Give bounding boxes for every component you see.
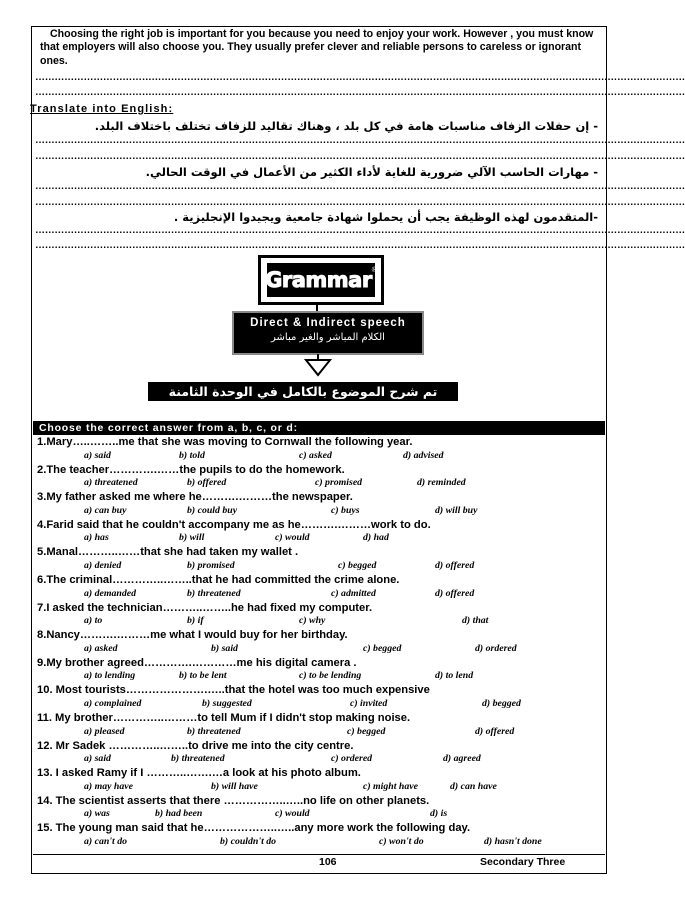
answer-option[interactable]: c) would [275,808,310,820]
question-stem: 4.Farid said that he couldn't accompany me as he……….………work to do. [37,518,431,531]
footer-label: Secondary Three [480,856,566,868]
answer-option[interactable]: a) threatened [84,477,138,489]
answer-option[interactable]: c) might have [363,780,418,792]
question-stem: 3.My father asked me where he……….………the newspaper. [37,491,353,504]
grammar-logo-text: Grammar [265,268,372,292]
grammar-logo-inner [267,263,375,297]
question-stem: 10. Most tourists………………….…..that the hotel was too much expensive [37,684,430,697]
answer-option[interactable]: d) had [363,532,389,544]
answer-option[interactable]: c) would [275,532,310,544]
answer-option[interactable]: c) begged [338,560,377,571]
answer-option[interactable]: b) to be lent [179,670,227,682]
answer-option[interactable]: a) to [84,615,103,627]
question-stem: 9.My brother agreed………….…………me his digital camera . [37,656,357,669]
speech-topic-box [232,311,424,355]
answer-line: ………………………………………………………………………………………………………………………………………………………………………………… [35,181,685,192]
answer-option[interactable]: a) has [84,532,109,544]
question-stem: 13. I asked Ramy if I ………..…….…a look at his photo album. [37,767,361,780]
intro-paragraph: Choosing the right job is important for you because you need to enjoy your work. However , you must know that employers will also choose you. They usually prefer clever and reliable persons to careless or ignorant ones. [40,28,594,67]
answer-option[interactable]: c) asked [299,449,332,461]
down-arrow-icon [305,354,331,376]
unit-note-banner: تم شرح الموضوع بالكامل في الوحدة الثامنة [148,382,458,401]
answer-option[interactable]: a) said [84,449,111,461]
answer-option[interactable]: b) threatened [171,753,225,765]
answer-option[interactable]: d) offered [435,587,475,599]
question-stem: 1.Mary…..……..me that she was moving to Cornwall the following year. [37,436,413,448]
arabic-sentence-3: -المتقدمون لهذه الوظيفة يجب أن يحملوا شهادة جامعية ويجيدوا الإنجليزية . [173,210,598,224]
answer-option[interactable]: d) offered [435,560,475,571]
answer-option[interactable]: a) asked [84,642,118,654]
footer-rule [33,854,605,855]
answer-option[interactable]: c) ordered [331,753,373,765]
exercise-heading: Choose the correct answer from a, b, c, or d: [33,421,605,435]
worksheet-page [30,26,685,874]
answer-option[interactable]: c) why [299,615,326,627]
answer-line: ………………………………………………………………………………………………………………………………………………………………………………… [35,240,685,251]
answer-option[interactable]: c) invited [350,698,388,709]
answer-option[interactable]: d) can have [450,780,497,792]
answer-option[interactable]: b) if [187,615,204,627]
answer-option[interactable]: b) offered [187,477,227,489]
answer-option[interactable]: b) promised [187,560,235,571]
grammar-logo [258,255,384,305]
answer-option[interactable]: a) said [84,753,111,765]
registered-mark: ® [371,266,377,274]
answer-option[interactable]: b) will have [211,780,258,792]
answer-option[interactable]: d) will buy [435,504,478,516]
answer-option[interactable]: d) offered [475,725,515,737]
answer-option[interactable]: b) will [179,532,205,544]
answer-option[interactable]: a) can't do [84,836,127,847]
question-stem: 7.I asked the technician………..……..he had fixed my computer. [37,601,373,614]
answer-option[interactable]: b) said [211,642,238,654]
answer-option[interactable]: c) buys [331,504,360,516]
question-stem: 12. Mr Sadek …………..……..to drive me into the city centre. [37,739,354,752]
translate-heading: Translate into English: [30,103,174,115]
answer-option[interactable]: a) was [84,808,110,820]
answer-option[interactable]: d) to lend [435,670,474,682]
answer-option[interactable]: b) couldn't do [220,836,277,847]
question-stem: 2.The teacher………….……the pupils to do the homework. [37,463,345,476]
answer-line: ………………………………………………………………………………………………………………………………………………………………………………… [35,225,685,236]
answer-option[interactable]: b) could buy [187,504,238,516]
answer-option[interactable]: d) reminded [417,477,466,489]
question-stem: 14. The scientist asserts that there ……………..…..no life on other planets. [37,794,430,807]
arabic-sentence-1: - إن حفلات الزفاف مناسبات هامة في كل بلد ، وهناك تقاليد للزفاف تختلف باختلاف البلد. [94,119,598,133]
speech-title-en: Direct & Indirect speech [250,317,406,329]
answer-option[interactable]: d) hasn't done [484,836,542,847]
answer-option[interactable]: a) complained [84,698,142,709]
answer-option[interactable]: d) that [462,615,489,627]
question-stem: 6.The criminal…………..……..that he had committed the crime alone. [37,574,400,586]
answer-option[interactable]: c) to be lending [299,670,362,682]
question-stem: 11. My brother…………..………to tell Mum if I didn't stop making noise. [37,712,411,724]
arabic-sentence-2: - مهارات الحاسب الآلي ضرورية للغاية لأداء الكثير من الأعمال في الوقت الحالي. [145,165,598,179]
answer-option[interactable]: c) promised [315,477,363,489]
answer-option[interactable]: d) advised [403,449,444,461]
answer-option[interactable]: d) agreed [443,753,481,765]
answer-option[interactable]: d) is [430,808,448,820]
answer-option[interactable]: a) may have [84,780,133,792]
answer-option[interactable]: b) suggested [202,698,252,709]
answer-option[interactable]: a) can buy [84,504,127,516]
answer-option[interactable]: a) pleased [84,725,125,737]
question-stem: 15. The young man said that he………………..…..any more work the following day. [37,822,471,835]
question-stem: 5.Manal………..……that she had taken my wallet . [37,546,299,559]
answer-line: ………………………………………………………………………………………………………………………………………………………………………………… [35,135,685,146]
answer-option[interactable]: c) admitted [331,587,376,599]
speech-title-ar: الكلام المباشر والغير مباشر [271,332,385,343]
answer-line: ………………………………………………………………………………………………………………………………………………………………………………… [35,197,685,208]
answer-option[interactable]: b) told [179,449,205,461]
answer-option[interactable]: a) to lending [84,670,136,682]
answer-option[interactable]: c) won't do [379,836,424,847]
question-stem: 8.Nancy……….………me what I would buy for her birthday. [37,629,348,642]
answer-line: ………………………………………………………………………………………………………………………………………………………………………………… [35,87,685,98]
answer-line: ………………………………………………………………………………………………………………………………………………………………………………… [35,151,685,162]
answer-option[interactable]: a) demanded [84,587,136,599]
answer-option[interactable]: d) ordered [475,642,517,654]
answer-option[interactable]: d) begged [482,698,521,709]
answer-line: ………………………………………………………………………………………………………………………………………………………………………………… [35,72,685,83]
answer-option[interactable]: c) begged [347,725,386,737]
answer-option[interactable]: a) denied [84,560,122,571]
answer-option[interactable]: b) had been [155,808,203,820]
answer-option[interactable]: b) threatened [187,587,241,599]
page-number: 106 [319,856,337,868]
answer-option[interactable]: c) begged [363,642,402,654]
answer-option[interactable]: b) threatened [187,725,241,737]
